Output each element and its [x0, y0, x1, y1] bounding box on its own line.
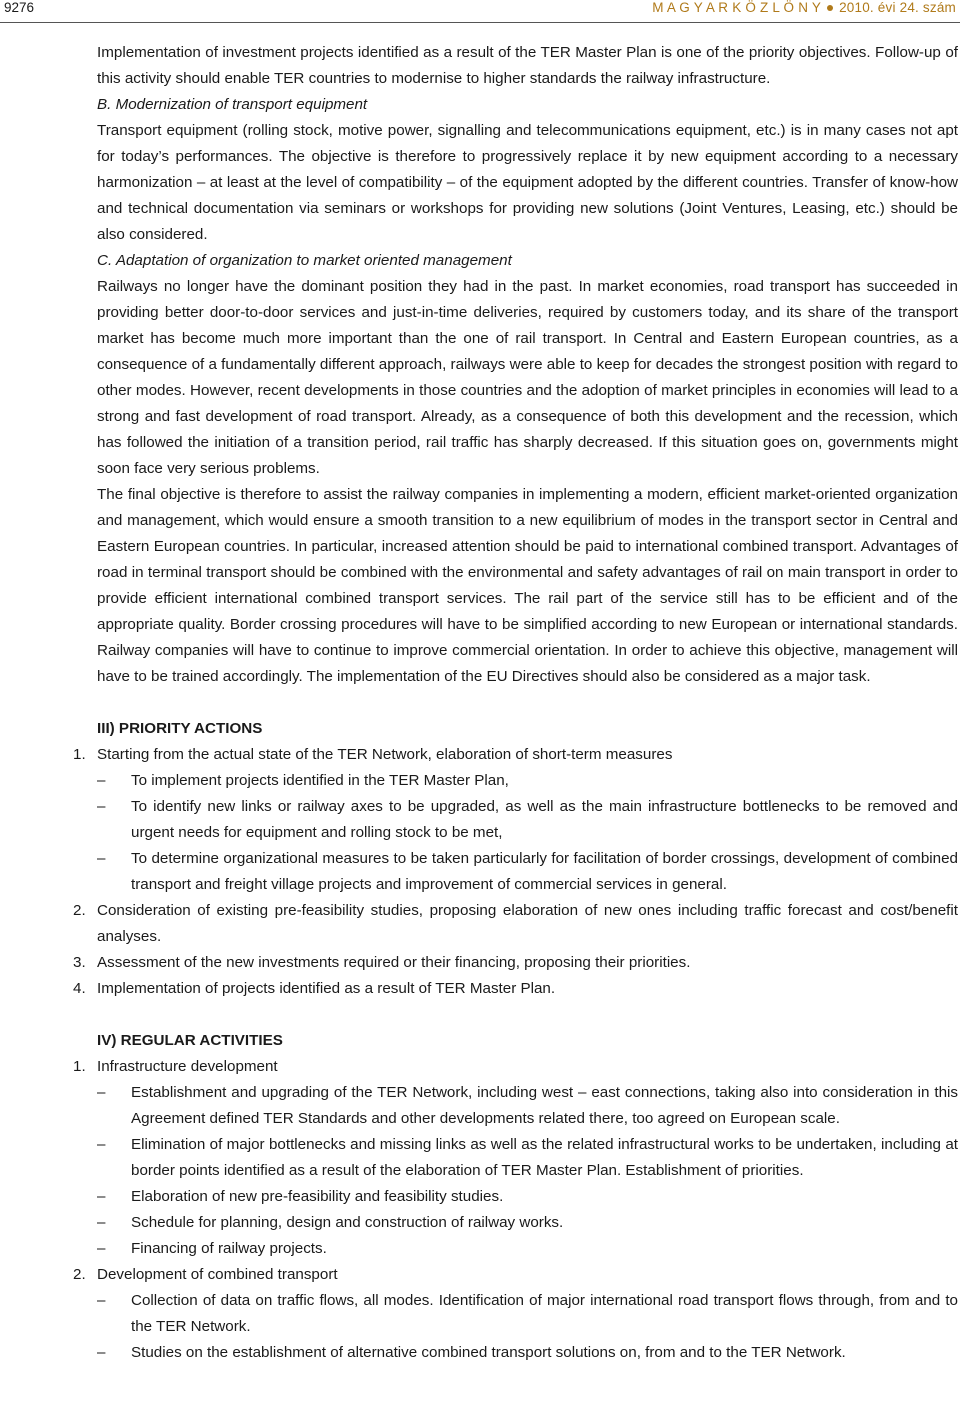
bullet-icon: [827, 5, 833, 11]
priority-item-2: 2. Consideration of existing pre-feasibility studies, proposing elaboration of new ones including traffic forecast and cost/benefit analyses.: [73, 902, 958, 945]
page-number: 9276: [4, 0, 35, 15]
list-item: – To identify new links or railway axes to be upgraded, as well as the main infrastructure bottlenecks to be removed and urgent needs for equipment and rolling stock to be met,: [97, 798, 958, 841]
list-item: – To implement projects identified in the TER Master Plan,: [97, 772, 509, 789]
page-header: [0, 0, 960, 23]
priority-actions-heading: III) PRIORITY ACTIONS: [97, 720, 263, 737]
priority-item-3: 3. Assessment of the new investments required or their financing, proposing their priorities.: [73, 954, 691, 971]
intro-paragraph: Implementation of investment projects identified as a result of the TER Master Plan is one of the priority objectives. Follow-up of this activity should enable TER countries to modernise to higher standards the railway infrastructure.: [97, 44, 958, 87]
list-item: – Financing of railway projects.: [97, 1240, 327, 1257]
document-body: [73, 40, 958, 1366]
journal-name: M A G Y A R K Ö Z L Ö N Y: [652, 0, 822, 15]
priority-item-1: 1. Starting from the actual state of the TER Network, elaboration of short-term measures: [73, 746, 673, 763]
list-item: – Schedule for planning, design and construction of railway works.: [97, 1214, 564, 1231]
list-item: – Studies on the establishment of alternative combined transport solutions on, from and to the TER Network.: [97, 1344, 846, 1361]
section-c-body-1: Railways no longer have the dominant position they had in the past. In market economies, road transport has succeeded in providing better door-to-door services and just-in-time deliveries, required by customers today, and its share of the transport market has become much more important than the one of rail transport. In Central and Eastern European countries, as a consequence of a fundamentally different approach, railways were able to keep for decades the strongest position with regard to other modes. However, recent developments in those countries and the adoption of market principles in economies will lead to a strong and fast development of road transport. Already, as a consequence of both this development and the recession, which has followed the initiation of a transition period, rail traffic has sharply decreased. If this situation goes on, governments might soon face very serious problems.: [97, 278, 958, 477]
list-item: – Collection of data on traffic flows, all modes. Identification of major international road transport flows through, from and to the TER Network.: [97, 1292, 958, 1335]
list-item: – Establishment and upgrading of the TER Network, including west – east connections, taking also into consideration in this Agreement defined TER Standards and other developments related there, too agreed on European scale.: [97, 1084, 958, 1127]
section-b-title: B. Modernization of transport equipment: [97, 96, 368, 113]
priority-item-4: 4. Implementation of projects identified as a result of TER Master Plan.: [73, 980, 556, 997]
list-item: – To determine organizational measures to be taken particularly for facilitation of border crossings, development of combined transport and freight village projects and improvement of commercial services in general.: [97, 850, 958, 893]
regular-item-2: 2. Development of combined transport: [73, 1266, 338, 1283]
regular-activities-heading: IV) REGULAR ACTIVITIES: [97, 1032, 283, 1049]
journal-title: [652, 0, 956, 15]
issue-label: 2010. évi 24. szám: [839, 0, 956, 15]
section-c-body-2: The final objective is therefore to assist the railway companies in implementing a modern, efficient market-oriented organization and management, which would ensure a smooth transition to a new equilibrium of modes in the transport sector in Central and Eastern European countries. In particular, increased attention should be paid to international combined transport. Advantages of road in terminal transport should be combined with the environmental and safety advantages of rail on main transport in order to provide efficient international combined transport services. The rail part of the service still has to be efficient and of the appropriate quality. Border crossing procedures will have to be simplified according to new European or international standards. Railway companies will have to continue to improve commercial orientation. In order to achieve this objective, management will have to be trained accordingly. The implementation of the EU Directives should also be considered as a major task.: [97, 486, 958, 685]
section-c-title: C. Adaptation of organization to market oriented management: [97, 252, 512, 269]
list-item: – Elimination of major bottlenecks and missing links as well as the related infrastructural works to be undertaken, including at border points identified as a result of the elaboration of TER Master Plan. Establishment of priorities.: [97, 1136, 958, 1179]
section-b-body: Transport equipment (rolling stock, motive power, signalling and telecommunications equipment, etc.) is in many cases not apt for today’s performances. The objective is therefore to progressively replace it by new equipment according to a necessary harmonization – at least at the level of compatibility – of the equipment adopted by the different countries. Transfer of know-how and technical documentation via seminars or workshops for providing new solutions (Joint Ventures, Leasing, etc.) should be also considered.: [97, 122, 958, 243]
list-item: – Elaboration of new pre-feasibility and feasibility studies.: [97, 1188, 504, 1205]
regular-item-1: 1. Infrastructure development: [73, 1058, 278, 1075]
